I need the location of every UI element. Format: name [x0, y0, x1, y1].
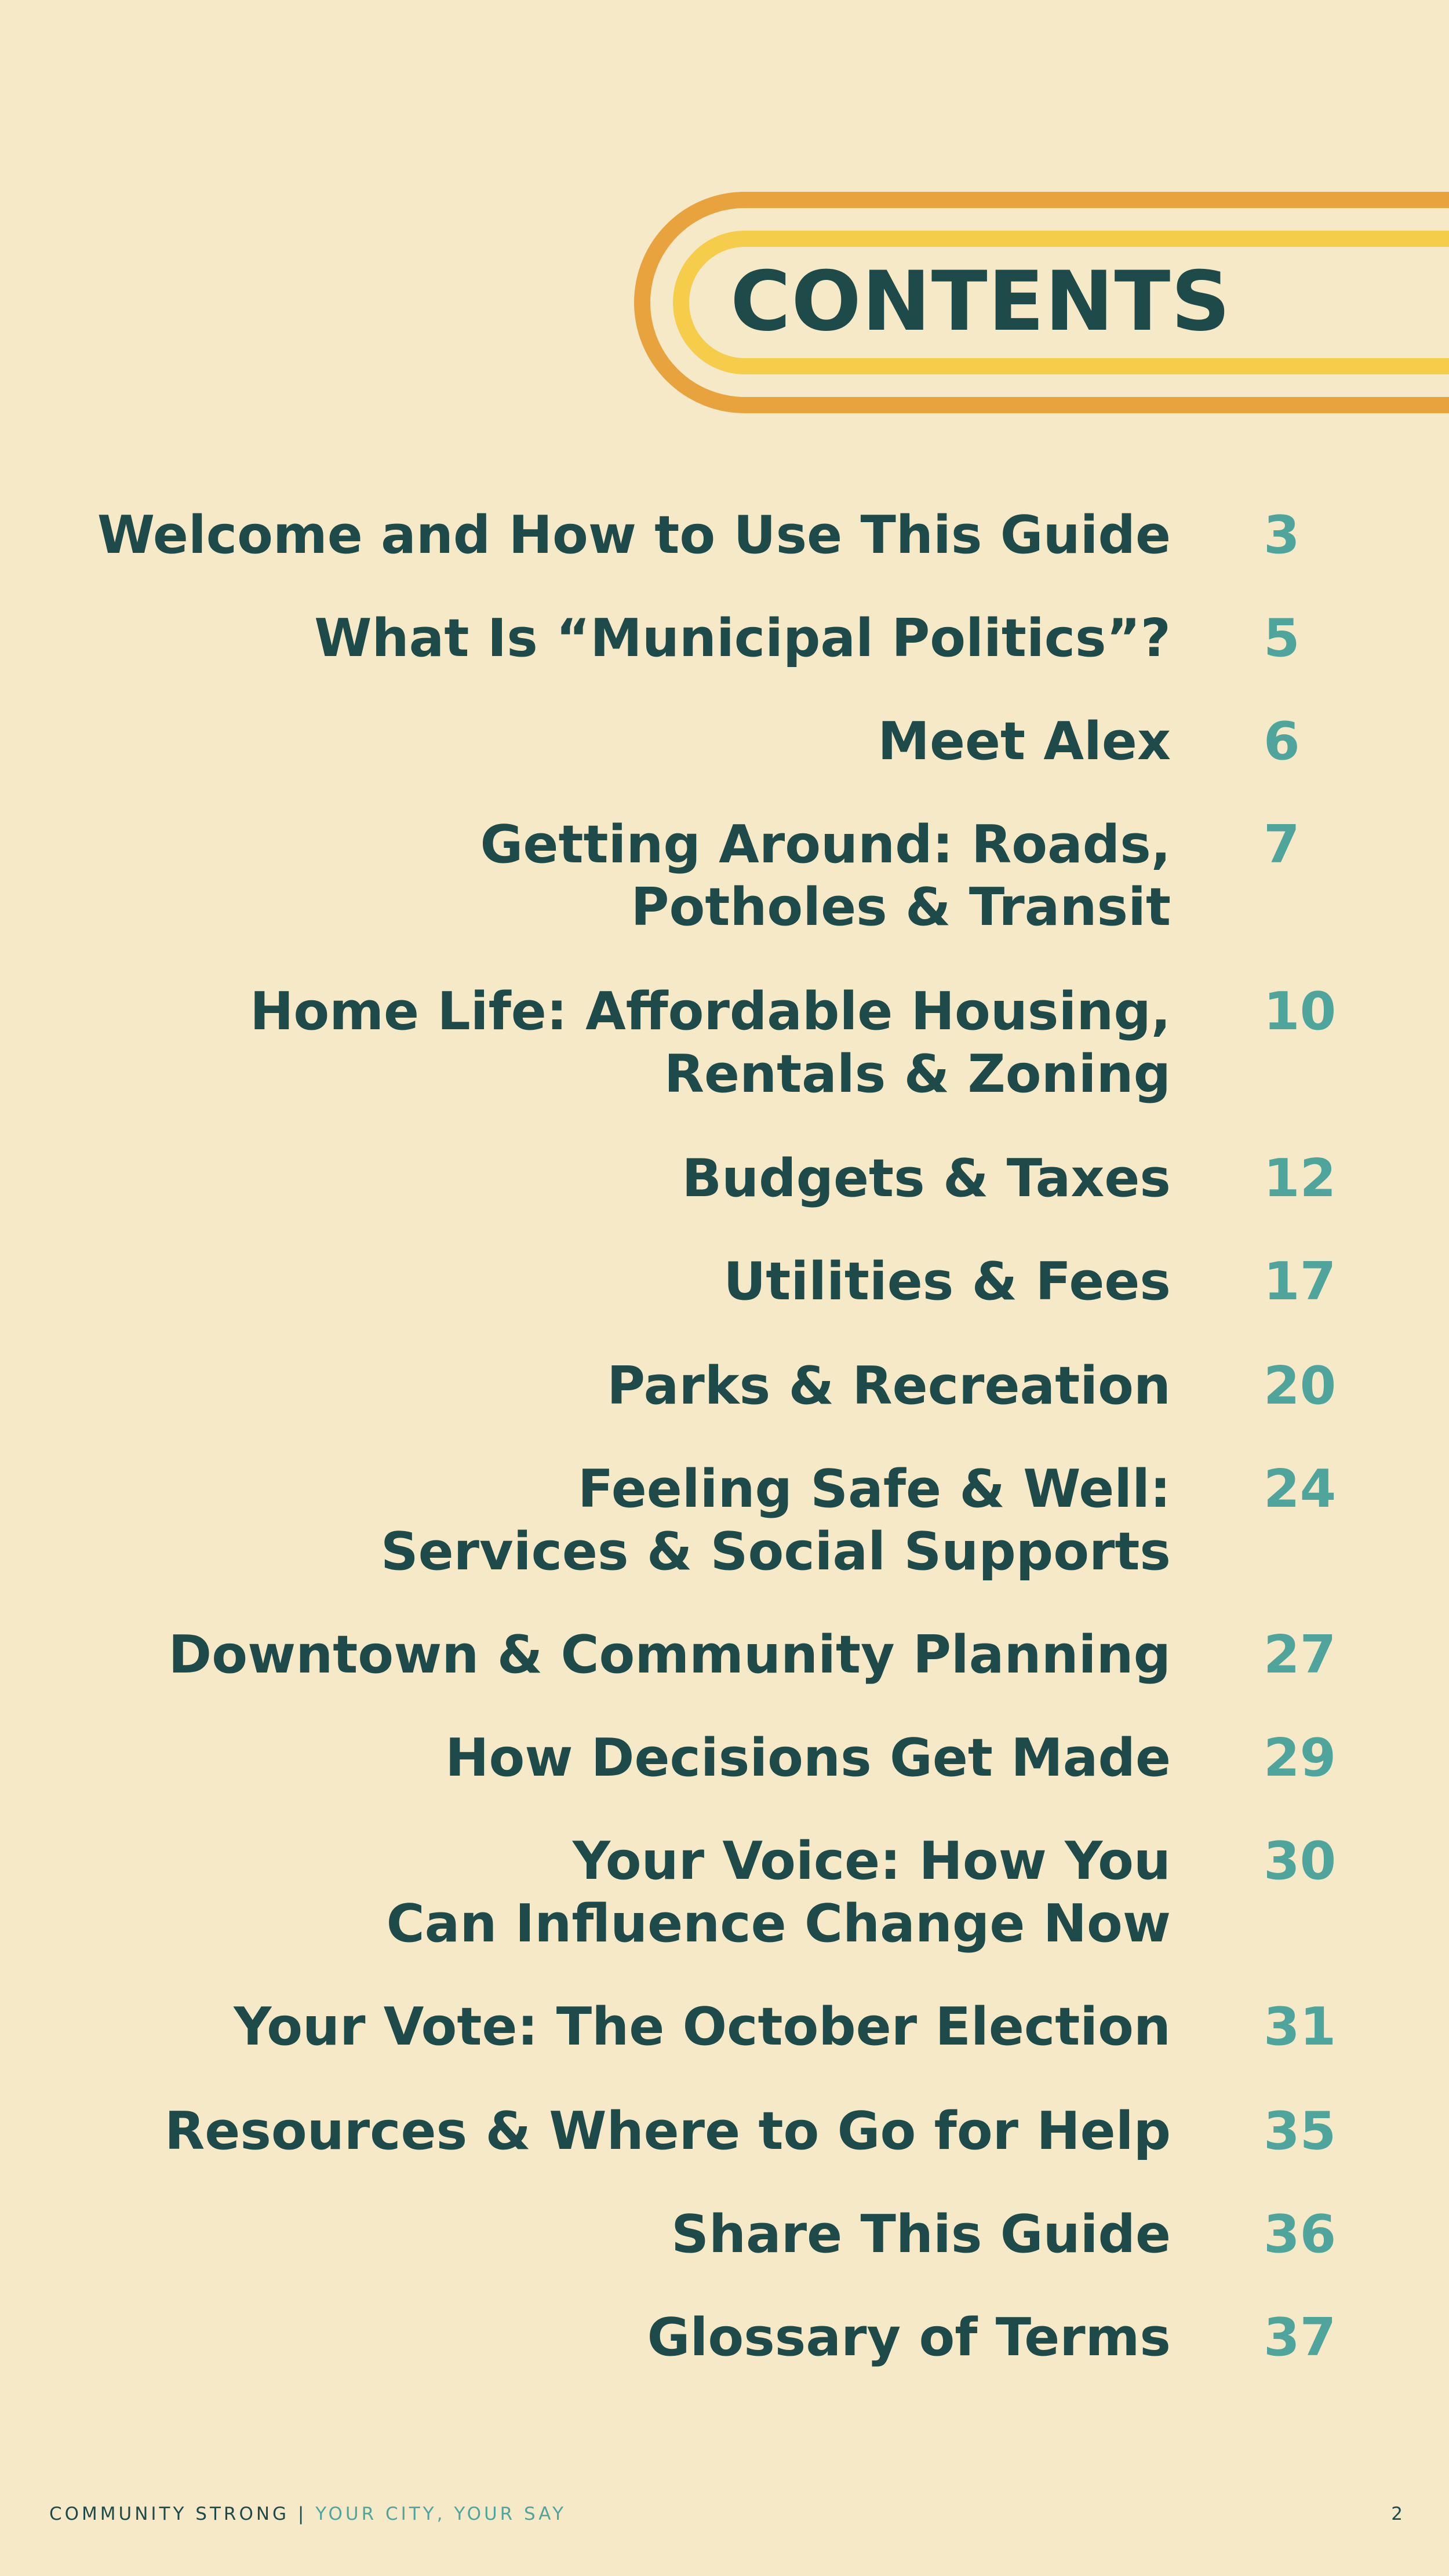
toc-entry-page-number: 12 [1264, 1148, 1337, 1209]
footer-brand: COMMUNITY STRONG [49, 2504, 290, 2524]
toc-entry-title-line: Utilities & Fees [723, 1251, 1171, 1312]
toc-entry-title [480, 814, 1171, 939]
toc-entry-page-number: 29 [1264, 1728, 1337, 1788]
toc-entry-title [234, 1996, 1171, 2058]
toc-entry-title-line: Getting Around: Roads, [480, 814, 1171, 875]
toc-entry-title-line: Meet Alex [878, 711, 1171, 772]
toc-entry-title [165, 2100, 1171, 2163]
toc-entry-title [387, 1830, 1171, 1955]
toc-entry-page-number: 5 [1264, 608, 1300, 669]
toc-entry-title [647, 2307, 1171, 2369]
toc-entry-title-line: Welcome and How to Use This Guide [97, 505, 1171, 566]
toc-entry-page-number: 35 [1264, 2101, 1337, 2162]
toc-entry-page-number: 17 [1264, 1251, 1337, 1312]
footer-tagline: YOUR CITY, YOUR SAY [315, 2504, 567, 2524]
toc-entry-title [682, 1147, 1171, 1210]
toc-entry-title-line: How Decisions Get Made [445, 1728, 1171, 1788]
toc-entry-page-number: 24 [1264, 1459, 1337, 1520]
toc-entry-title-line: Downtown & Community Planning [168, 1624, 1171, 1685]
toc-entry-title-line: Resources & Where to Go for Help [164, 2101, 1171, 2162]
toc-entry-title-line: Feeling Safe & Well: [577, 1459, 1171, 1520]
toc-entry-title-line: Rentals & Zoning [664, 1044, 1171, 1105]
toc-entry-page-number: 31 [1264, 1996, 1337, 2057]
toc-entry-page-number: 27 [1264, 1624, 1337, 1685]
toc-entry-page-number: 3 [1264, 505, 1300, 566]
toc-entry-title [250, 981, 1171, 1106]
toc-entry-title [723, 1251, 1171, 1313]
toc-entry-title-line: Services & Social Supports [380, 1521, 1171, 1582]
toc-entry-title-line: Glossary of Terms [647, 2307, 1171, 2368]
toc-entry-title-line: Potholes & Transit [631, 877, 1171, 938]
toc-entry-title-line: Your Voice: How You [572, 1831, 1171, 1892]
toc-entry-title-line: Share This Guide [671, 2204, 1171, 2265]
toc-entry-title [97, 504, 1171, 567]
toc-entry-page-number: 36 [1264, 2204, 1337, 2265]
toc-entry-title-line: Budgets & Taxes [682, 1148, 1171, 1209]
toc-entry-page-number: 7 [1264, 814, 1300, 875]
toc-entry-title-line: Can Influence Change Now [386, 1893, 1171, 1954]
toc-entry-title-line: Home Life: Affordable Housing, [250, 981, 1171, 1042]
toc-entry-title-line: Your Vote: The October Election [234, 1996, 1171, 2057]
footer-page-number: 2 [1391, 2504, 1403, 2524]
toc-entry-title-line: Parks & Recreation [607, 1356, 1171, 1416]
toc-entry-title [381, 1458, 1171, 1583]
toc-entry-page-number: 6 [1264, 711, 1300, 772]
toc-entry-page-number: 10 [1264, 981, 1337, 1042]
toc-entry-title [607, 1355, 1171, 1418]
toc-entry-page-number: 37 [1264, 2307, 1337, 2368]
footer [49, 2504, 566, 2524]
toc-entry-title [878, 711, 1171, 773]
page-title: CONTENTS [730, 254, 1231, 349]
toc-entry-title [169, 1624, 1171, 1686]
toc-entry-title [445, 1727, 1171, 1790]
footer-separator: | [297, 2504, 307, 2524]
toc-entry-title [671, 2203, 1171, 2266]
toc-entry-title [314, 607, 1171, 670]
toc-entry-title-line: What Is “Municipal Politics”? [314, 608, 1171, 669]
toc-entry-page-number: 20 [1264, 1356, 1337, 1416]
toc-entry-page-number: 30 [1264, 1831, 1337, 1892]
